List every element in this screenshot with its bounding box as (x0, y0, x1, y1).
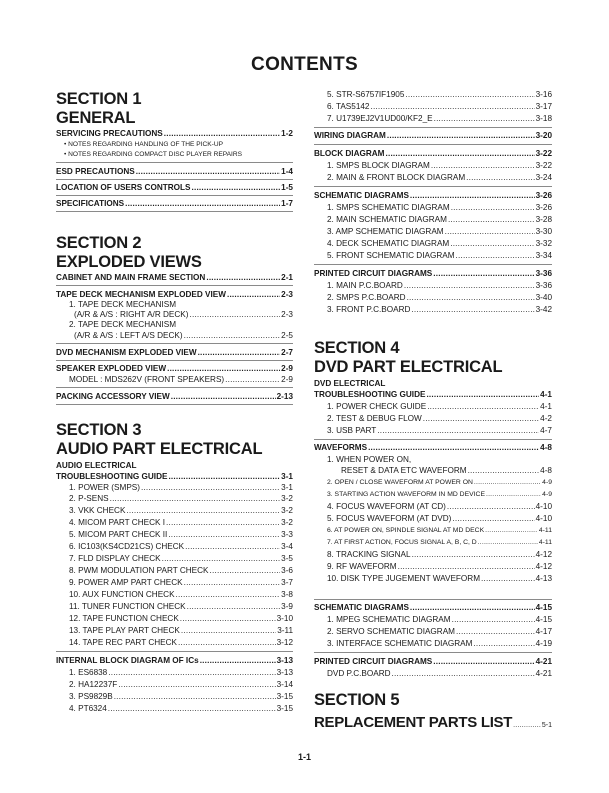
toc-subentry[interactable]: 2. TEST & DEBUG FLOW ..... 4-2 (327, 414, 552, 424)
toc-subentry[interactable]: 12. TAPE FUNCTION CHECK ..... 3-10 (69, 614, 293, 624)
toc-subentry[interactable]: 9. POWER AMP PART CHECK ..... 3-7 (69, 578, 293, 588)
toc-subheading: AUDIO ELECTRICAL (56, 461, 137, 470)
toc-note: • NOTES REGARDING HANDLING OF THE PICK-UP (64, 141, 223, 148)
toc-subentry[interactable]: 7. FLD DISPLAY CHECK ..... 3-5 (69, 554, 293, 564)
toc-subentry: 2. TAPE DECK MECHANISM (69, 320, 177, 329)
divider (56, 195, 293, 196)
divider (56, 651, 293, 652)
toc-entry[interactable]: BLOCK DIAGRAM ..... 3-22 (314, 149, 552, 159)
toc-subentry[interactable]: 1. MPEG SCHEMATIC DIAGRAM ..... 4-15 (327, 615, 552, 625)
toc-subentry[interactable]: 11. TUNER FUNCTION CHECK ..... 3-9 (69, 602, 293, 612)
toc-subentry[interactable]: 3. FRONT P.C.BOARD ..... 3-42 (327, 305, 552, 315)
divider (56, 211, 293, 212)
toc-entry[interactable]: REPLACEMENT PARTS LIST ..... 5-1 (314, 713, 552, 735)
toc-subentry[interactable]: 2. OPEN / CLOSE WAVEFORM AT POWER ON ..... 4-9 (327, 478, 552, 488)
toc-subentry[interactable]: 10. DISK TYPE JUGEMENT WAVEFORM ..... 4-13 (327, 574, 552, 584)
toc-subentry[interactable]: 8. TRACKING SIGNAL ..... 4-12 (327, 550, 552, 560)
toc-entry[interactable]: SCHEMATIC DIAGRAMS ..... 3-26 (314, 191, 552, 201)
toc-subentry[interactable]: 14. TAPE REC PART CHECK ..... 3-12 (69, 638, 293, 648)
section-3-name: AUDIO PART ELECTRICAL (56, 440, 263, 458)
toc-entry[interactable]: PRINTED CIRCUIT DIAGRAMS ..... 3-36 (314, 269, 552, 279)
toc-entry[interactable]: SPECIFICATIONS ..... 1-7 (56, 199, 293, 209)
divider (314, 127, 552, 128)
toc-subentry[interactable]: 3. STARTING ACTION WAVEFORM IN MD DEVICE ..... 4-9 (327, 490, 552, 500)
divider (56, 179, 293, 180)
toc-subentry[interactable]: 4. DECK SCHEMATIC DIAGRAM ..... 3-32 (327, 239, 552, 249)
toc-subentry[interactable]: (A/R & A/S : LEFT A/S DECK) ..... 2-5 (74, 331, 293, 341)
toc-entry[interactable]: WIRING DIAGRAM ..... 3-20 (314, 131, 552, 141)
toc-subentry[interactable]: 13. TAPE PLAY PART CHECK ..... 3-11 (69, 626, 293, 636)
divider (56, 343, 293, 344)
divider (314, 439, 552, 440)
toc-entry[interactable]: SERVICING PRECAUTIONS ..... 1-2 (56, 129, 293, 139)
toc-subentry[interactable]: 3. USB PART ..... 4-7 (327, 426, 552, 436)
toc-entry[interactable]: TROUBLESHOOTING GUIDE ..... 4-1 (314, 390, 552, 400)
section-2-name: EXPLODED VIEWS (56, 253, 202, 271)
toc-subentry[interactable]: 9. RF WAVEFORM ..... 4-12 (327, 562, 552, 572)
divider (56, 162, 293, 163)
toc-subentry[interactable]: 5. MICOM PART CHECK II ..... 3-3 (69, 530, 293, 540)
divider (314, 186, 552, 187)
page-number: 1-1 (297, 752, 311, 762)
toc-subentry[interactable]: 4. MICOM PART CHECK I ..... 3-2 (69, 518, 293, 528)
toc-subentry[interactable]: 7. U1739EJ2V1UD00/KF2_E ..... 3-18 (327, 114, 552, 124)
toc-subentry[interactable]: 10. AUX FUNCTION CHECK ..... 3-8 (69, 590, 293, 600)
toc-entry[interactable]: ESD PRECAUTIONS ..... 1-4 (56, 167, 293, 177)
section-1-name: GENERAL (56, 109, 136, 127)
toc-entry[interactable]: INTERNAL BLOCK DIAGRAM OF ICs ..... 3-13 (56, 656, 293, 666)
divider (56, 387, 293, 388)
toc-subentry[interactable]: 1. ES6838 ..... 3-13 (69, 668, 293, 678)
toc-subentry[interactable]: 4. FOCUS WAVEFORM (AT CD) ..... 4-10 (327, 502, 552, 512)
divider (314, 652, 552, 653)
toc-subentry[interactable]: 2. P-SENS ..... 3-2 (69, 494, 293, 504)
toc-subentry[interactable]: 5. FRONT SCHEMATIC DIAGRAM ..... 3-34 (327, 251, 552, 261)
toc-entry[interactable]: WAVEFORMS ..... 4-8 (314, 443, 552, 453)
toc-entry[interactable]: DVD MECHANISM EXPLODED VIEW ..... 2-7 (56, 348, 293, 358)
toc-entry[interactable]: CABINET AND MAIN FRAME SECTION ..... 2-1 (56, 273, 293, 283)
toc-subentry[interactable]: 1. SMPS BLOCK DIAGRAM ..... 3-22 (327, 161, 552, 171)
toc-subentry[interactable]: 6. AT POWER ON, SPINDLE SIGNAL AT MD DECK ..... 4-11 (327, 526, 552, 536)
toc-subentry[interactable]: 1. POWER (SMPS) ..... 3-1 (69, 483, 293, 493)
toc-entry[interactable]: TROUBLESHOOTING GUIDE ..... 3-1 (56, 472, 293, 482)
section-5-number: SECTION 5 (314, 691, 400, 709)
toc-subentry[interactable]: 1. SMPS SCHEMATIC DIAGRAM ..... 3-26 (327, 203, 552, 213)
toc-subheading: DVD ELECTRICAL (314, 379, 386, 388)
toc-subentry[interactable]: 2. HA12237F ..... 3-14 (69, 680, 293, 690)
toc-subentry[interactable]: 2. SERVO SCHEMATIC DIAGRAM ..... 4-17 (327, 627, 552, 637)
section-4-name: DVD PART ELECTRICAL (314, 358, 503, 376)
toc-subentry[interactable]: 5. STR-S6757IF1905 ..... 3-16 (327, 90, 552, 100)
toc-subentry[interactable]: 4. PT6324 ..... 3-15 (69, 704, 293, 714)
toc-entry[interactable]: PACKING ACCESSORY VIEW ..... 2-13 (56, 392, 293, 402)
toc-subentry[interactable]: 2. SMPS P.C.BOARD ..... 3-40 (327, 293, 552, 303)
toc-entry[interactable]: SPEAKER EXPLODED VIEW ..... 2-9 (56, 364, 293, 374)
toc-subentry[interactable]: 2. MAIN & FRONT BLOCK DIAGRAM ..... 3-24 (327, 173, 552, 183)
toc-subentry: 1. WHEN POWER ON, (327, 455, 412, 464)
toc-subentry[interactable]: RESET & DATA ETC WAVEFORM ..... 4-8 (341, 466, 552, 476)
toc-subentry[interactable]: 6. IC103(KS4CD21CS) CHECK ..... 3-4 (69, 542, 293, 552)
toc-subentry[interactable]: 5. FOCUS WAVEFORM (AT DVD) ..... 4-10 (327, 514, 552, 524)
toc-subentry[interactable]: (A/R & A/S : RIGHT A/R DECK) ..... 2-3 (74, 310, 293, 320)
toc-entry[interactable]: LOCATION OF USERS CONTROLS ..... 1-5 (56, 183, 293, 193)
toc-subentry: 1. TAPE DECK MECHANISM (69, 300, 177, 309)
toc-subentry[interactable]: 2. MAIN SCHEMATIC DIAGRAM ..... 3-28 (327, 215, 552, 225)
toc-subentry[interactable]: 7. AT FIRST ACTION, FOCUS SIGNAL A, B, C, D ..... 4-11 (327, 538, 552, 548)
section-2-number: SECTION 2 (56, 234, 142, 252)
section-4-number: SECTION 4 (314, 339, 400, 357)
divider (56, 360, 293, 361)
divider (314, 599, 552, 600)
toc-subentry[interactable]: 1. MAIN P.C.BOARD ..... 3-36 (327, 281, 552, 291)
divider (314, 144, 552, 145)
section-1-number: SECTION 1 (56, 90, 142, 108)
toc-subentry[interactable]: 6. TAS5142 ..... 3-17 (327, 102, 552, 112)
toc-entry[interactable]: TAPE DECK MECHANISM EXPLODED VIEW ..... 2-3 (56, 290, 293, 300)
toc-subentry[interactable]: 3. AMP SCHEMATIC DIAGRAM ..... 3-30 (327, 227, 552, 237)
toc-subentry[interactable]: DVD P.C.BOARD ..... 4-21 (327, 669, 552, 679)
toc-subentry[interactable]: MODEL : MDS262V (FRONT SPEAKERS) ..... 2-9 (69, 375, 293, 385)
toc-entry[interactable]: SCHEMATIC DIAGRAMS ..... 4-15 (314, 603, 552, 613)
page-title: CONTENTS (251, 54, 358, 75)
toc-subentry[interactable]: 3. PS9829B ..... 3-15 (69, 692, 293, 702)
toc-entry[interactable]: PRINTED CIRCUIT DIAGRAMS ..... 4-21 (314, 657, 552, 667)
divider (56, 404, 293, 405)
toc-subentry[interactable]: 3. VKK CHECK ..... 3-2 (69, 506, 293, 516)
divider (314, 264, 552, 265)
section-3-number: SECTION 3 (56, 421, 142, 439)
divider (56, 285, 293, 286)
toc-subentry[interactable]: 8. PWM MODULATION PART CHECK ..... 3-6 (69, 566, 293, 576)
toc-subentry[interactable]: 1. POWER CHECK GUIDE ..... 4-1 (327, 402, 552, 412)
toc-subentry[interactable]: 3. INTERFACE SCHEMATIC DIAGRAM ..... 4-19 (327, 639, 552, 649)
toc-note: • NOTES REGARDING COMPACT DISC PLAYER REPAIRS (64, 151, 243, 158)
